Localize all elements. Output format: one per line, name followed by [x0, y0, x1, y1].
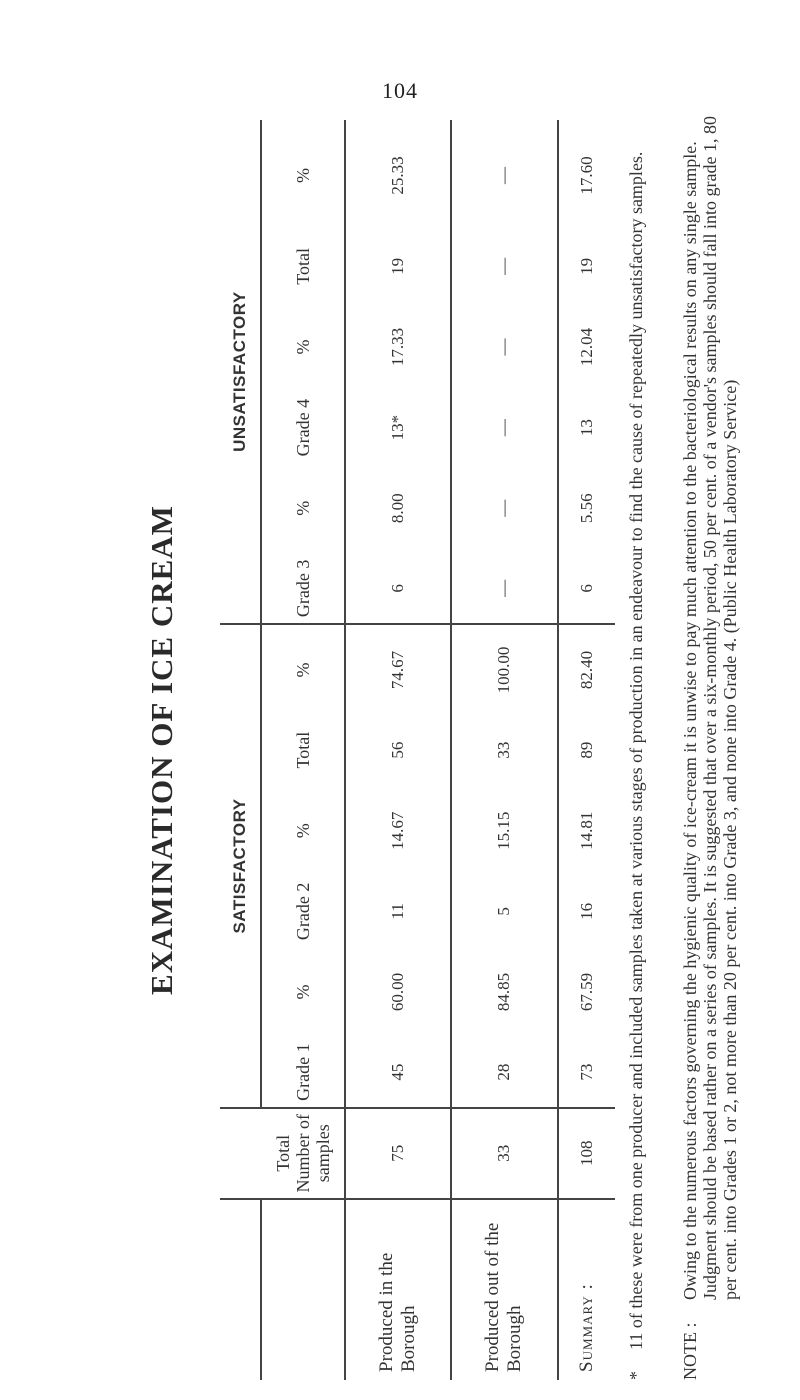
grade4-pct-cell: —	[451, 302, 557, 393]
unsatisfactory-group-header: UNSATISFACTORY	[220, 120, 261, 624]
grade4-cell: —	[451, 392, 557, 463]
grade2-pct-header: %	[261, 785, 345, 876]
table-row	[345, 120, 451, 1380]
total-samples-cell: 33	[451, 1108, 557, 1199]
total-samples-cell: 75	[345, 1108, 451, 1199]
table-row	[451, 120, 557, 1380]
row-label: Produced out of the Borough	[451, 1199, 557, 1380]
note-text: Owing to the numerous factors governing the hygienic quality of ice-cream it is unwise to pay much attention to the bacteriological results on any single sample. Judgment should be based rather on a series of samples. It is suggested that over a six-monthly period, 50 per cent. of a vendor's samples should fall into grade 1, 80 per cent. into Grades 1 or 2, not more than 20 per cent. into Grade 3, and none into Grade 4. (Public Health Laboratory Service)	[680, 116, 740, 1300]
row-label: Summary :	[575, 1283, 597, 1372]
grade4-header: Grade 4	[261, 392, 345, 463]
uns-pct-cell: —	[451, 120, 557, 231]
sat-total-header: Total	[261, 715, 345, 786]
grade2-cell: 5	[451, 876, 557, 947]
sat-pct-cell: 100.00	[451, 624, 557, 715]
corner-cell	[220, 1199, 261, 1380]
grade1-cell: 73	[558, 1037, 615, 1108]
grade4-cell: 13*	[345, 392, 451, 463]
row-label-header	[261, 1199, 345, 1380]
grade1-pct-header: %	[261, 947, 345, 1038]
page-number: 104	[382, 78, 418, 103]
grade2-cell: 11	[345, 876, 451, 947]
uns-total-cell: 19	[345, 231, 451, 302]
footnote-text: 11 of these were from one producer and included samples taken at various stages of production in an endeavour to find the cause of repeatedly unsatisfactory samples.	[626, 151, 646, 1350]
page-heading: EXAMINATION OF ICE CREAM	[144, 505, 179, 995]
row-label: Produced in the Borough	[345, 1199, 451, 1380]
grade3-pct-cell: 5.56	[576, 493, 596, 524]
grade3-pct-header: %	[261, 463, 345, 554]
grade1-pct-cell: 60.00	[345, 947, 451, 1038]
uns-pct-cell: 25.33	[345, 120, 451, 231]
sat-total-cell: 56	[345, 715, 451, 786]
grade1-cell: 45	[345, 1037, 451, 1108]
table-row	[558, 120, 615, 1380]
note-label: NOTE :	[680, 1322, 700, 1380]
grade3-cell: 6	[558, 554, 615, 625]
footnote-marker: *	[626, 1371, 646, 1380]
footnote	[626, 110, 646, 1380]
grade3-cell: —	[451, 554, 557, 625]
sat-pct-header: %	[261, 624, 345, 715]
uns-total-cell: —	[451, 231, 557, 302]
grade1-header: Grade 1	[261, 1037, 345, 1108]
ice-cream-results-table	[220, 120, 615, 1380]
grade3-header: Grade 3	[261, 554, 345, 625]
grade3-pct-cell: 8.00	[345, 463, 451, 554]
uns-pct-header: %	[261, 120, 345, 231]
grade4-pct-header: %	[261, 302, 345, 393]
grade1-pct-cell: 84.85	[451, 947, 557, 1038]
uns-total-header: Total	[261, 231, 345, 302]
grade3-pct-cell: —	[451, 463, 557, 554]
grade4-pct-cell: 17.33	[345, 302, 451, 393]
grade4-pct-cell: 12.04	[576, 327, 596, 367]
grade3-cell: 6	[345, 554, 451, 625]
grade2-cell: 16	[576, 902, 596, 920]
grade2-header: Grade 2	[261, 876, 345, 947]
sat-pct-cell: 74.67	[345, 624, 451, 715]
grade1-pct-cell: 67.59	[576, 972, 596, 1012]
total-samples-header: Total Number of samples	[261, 1108, 345, 1199]
grade2-pct-cell: 14.81	[576, 811, 596, 850]
sat-pct-cell: 82.40	[576, 650, 596, 690]
grade1-cell: 28	[451, 1037, 557, 1108]
rotated-page-content	[140, 100, 780, 1400]
grade2-pct-cell: 15.15	[451, 785, 557, 876]
total-samples-group-spacer	[220, 1108, 261, 1199]
grade2-pct-cell: 14.67	[345, 785, 451, 876]
total-samples-cell: 108	[558, 1108, 615, 1199]
sat-total-cell: 33	[451, 715, 557, 786]
uns-pct-cell: 17.60	[576, 156, 596, 195]
note	[680, 110, 740, 1380]
grade4-cell: 13	[576, 419, 596, 437]
uns-total-cell: 19	[576, 257, 596, 275]
sat-total-cell: 89	[576, 741, 596, 759]
satisfactory-group-header: SATISFACTORY	[220, 624, 261, 1108]
